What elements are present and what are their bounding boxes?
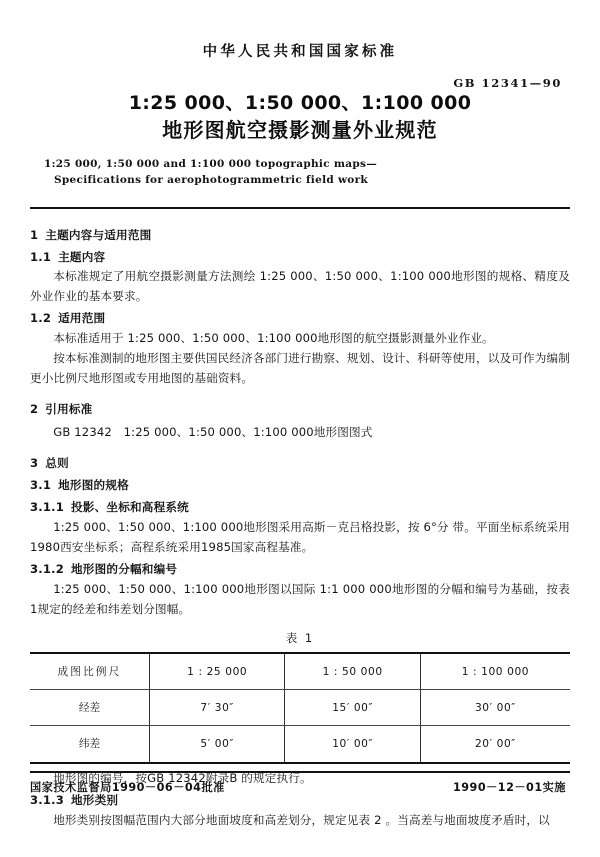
page-title-scales: 1:25 000、1:50 000、1:100 000 (128, 92, 472, 115)
english-title-line-1: 1:25 000, 1:50 000 and 1:100 000 topographic maps— (44, 158, 378, 171)
approval-statement: 国家技术监督局1990－06－04批准 (30, 781, 225, 794)
table-cell-lon-1: 7′ 30″ (150, 690, 285, 726)
paragraph-1-1: 本标准规定了用航空摄影测量方法测绘 1:25 000、1:50 000、1:100 000地形图的规格、精度及外业作业的基本要求。 (30, 269, 570, 304)
heading-1-text: 主题内容与适用范围 (45, 227, 152, 242)
heading-3-1-1-text: 投影、坐标和高程系统 (71, 499, 189, 514)
heading-3-1-2 (30, 560, 570, 580)
heading-3-1-3-text: 地形类别 (71, 792, 119, 807)
heading-1-1 (30, 248, 570, 268)
title-block (30, 91, 570, 144)
table-1-caption: 表 1 (285, 631, 315, 646)
table-cell-lon-2: 15′ 00″ (285, 690, 420, 726)
english-title-line-2: Specifications for aerophotogrammetric field work (54, 174, 369, 187)
heading-3-1-text: 地形图的规格 (58, 477, 129, 492)
heading-3-text: 总则 (45, 455, 69, 470)
table-cell-lat-2: 10′ 00″ (285, 726, 420, 763)
spacer (30, 389, 570, 398)
table-cell-lat-1: 5′ 00″ (150, 726, 285, 763)
heading-1-2-text: 适用范围 (58, 311, 106, 326)
table-1-wrapper (30, 629, 570, 763)
heading-3-1-number: 3.1 (30, 477, 52, 492)
standard-number: GB 12341—90 (453, 76, 562, 90)
heading-3-1 (30, 476, 570, 496)
table-cell-scale-3: 1 : 100 000 (420, 653, 570, 690)
table-row (30, 653, 570, 690)
heading-3-1-1 (30, 498, 570, 518)
page-footer (30, 771, 570, 795)
table-cell-lat-3: 20′ 00″ (420, 726, 570, 763)
table-row-header-scale: 成图比例尺 (30, 653, 150, 690)
english-title (30, 156, 570, 189)
paragraph-3-1-1: 1:25 000、1:50 000、1:100 000地形图采用高斯－克吕格投影，按 6°分 带。平面坐标系统采用1980西安坐标系；高程系统采用1985国家高程基准。 (30, 519, 570, 554)
heading-3-1-2-number: 3.1.2 (30, 561, 65, 576)
heading-1-2 (30, 309, 570, 329)
header-divider (30, 207, 570, 209)
national-standard-label: 中华人民共和国国家标准 (202, 44, 398, 60)
table-row-header-longitude (30, 690, 150, 726)
referenced-standard-item: GB 12342 1:25 000、1:50 000、1:100 000地形图图式 (53, 425, 373, 439)
heading-3-1-1-number: 3.1.1 (30, 499, 65, 514)
table-cell-scale-2: 1 : 50 000 (285, 653, 420, 690)
heading-3 (30, 454, 570, 474)
paragraph-3-1-3: 地形类别按图幅范围内大部分地面坡度和高差划分，规定见表 2 。当高差与地面坡度矛盾时，以 (53, 812, 550, 827)
paragraph-1-2-b: 按本标准测制的地形图主要供国民经济各部门进行勘察、规划、设计、科研等使用，以及可作为编制更小比例尺地形图或专用地图的基础资料。 (30, 351, 570, 386)
heading-2-number: 2 (30, 402, 39, 417)
footer-row (30, 779, 570, 795)
table-row (30, 726, 570, 763)
implementation-date: 1990－12－01实施 (452, 781, 566, 794)
heading-1-number: 1 (30, 227, 39, 242)
table-row-header-latitude (30, 726, 150, 763)
table-row (30, 690, 570, 726)
table-cell-scale-1: 1 : 25 000 (150, 653, 285, 690)
longitude-label: 经差 (78, 701, 101, 714)
latitude-label: 纬差 (78, 737, 101, 750)
table-1 (30, 652, 570, 764)
heading-3-number: 3 (30, 455, 39, 470)
heading-2 (30, 400, 570, 420)
spacer (30, 443, 570, 452)
paragraph-3-1-2-after-table: 地形图的编号，按GB 12342附录B 的规定执行。 (53, 770, 312, 785)
paragraph-1-2-a: 本标准适用于 1:25 000、1:50 000、1:100 000地形图的航空摄影测量外业作业。 (53, 331, 494, 346)
heading-1-2-number: 1.2 (30, 311, 52, 326)
table-cell-lon-3: 30′ 00″ (420, 690, 570, 726)
heading-1 (30, 226, 570, 246)
heading-3-1-3-number: 3.1.3 (30, 792, 65, 807)
heading-1-1-number: 1.1 (30, 249, 52, 264)
paragraph-3-1-2: 1:25 000、1:50 000、1:100 000地形图以国际 1:1 000 000地形图的分幅和编号为基础，按表 1规定的经差和纬差划分图幅。 (30, 581, 570, 616)
page-title-main: 地形图航空摄影测量外业规范 (162, 118, 438, 143)
document-body (30, 226, 570, 831)
heading-3-1-2-text: 地形图的分幅和编号 (71, 561, 178, 576)
heading-2-text: 引用标准 (45, 402, 93, 417)
footer-divider (30, 771, 570, 773)
masthead (30, 0, 570, 189)
heading-1-1-text: 主题内容 (58, 249, 106, 264)
